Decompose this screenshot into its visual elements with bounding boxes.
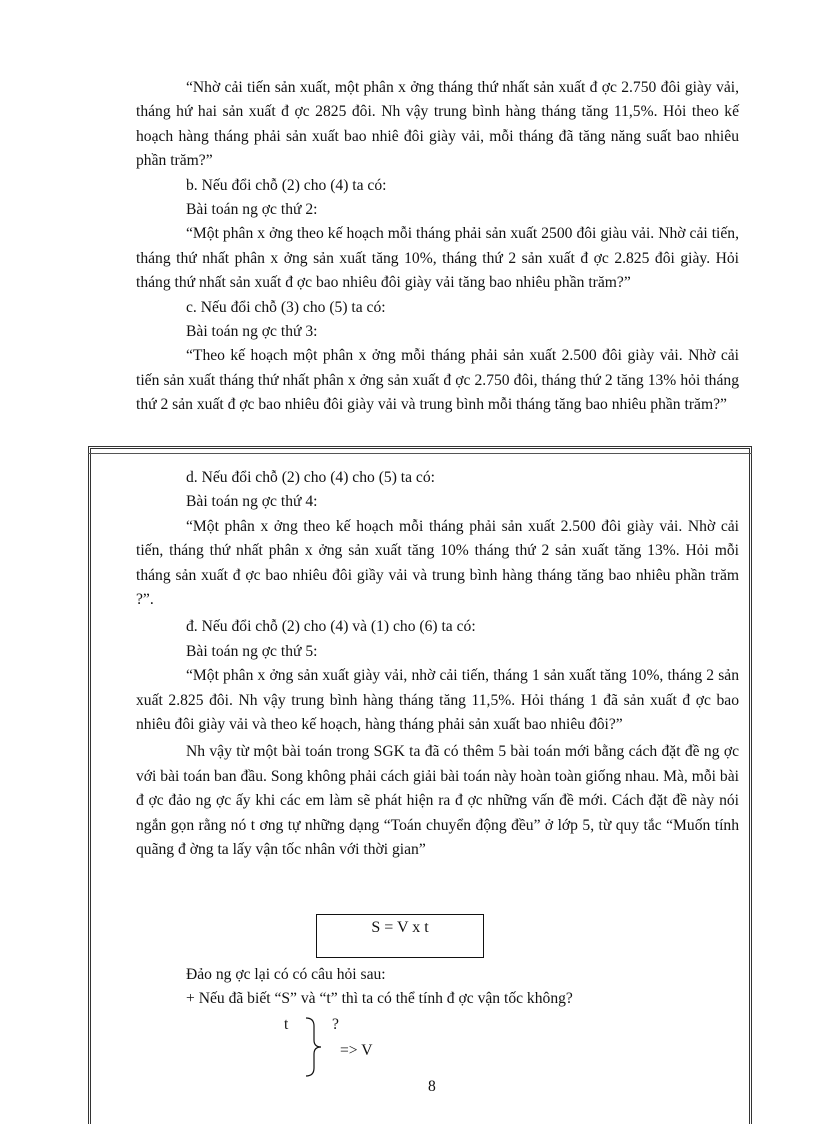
curly-brace-icon: [302, 1016, 324, 1078]
page-border-inner-line: [88, 453, 752, 454]
problem-4-text: “Một phân x ởng theo kế hoạch mỗi tháng phải sản xuất 2.500 đôi giày vải. Nhờ cải tiến, tháng thứ nhất phân x ởng sản xuất tăng 10% tháng thứ 2 sản xuất tăng 13%. Hỏi mỗi tháng sản xuất đ ợc bao nhiêu đôi giầy vải và trung bình hàng tháng tăng bao nhiêu phần trăm ?”.: [136, 517, 739, 609]
question-heading: Đảo ng ợc lại có có câu hỏi sau:: [186, 966, 386, 983]
section-b-heading: b. Nếu đổi chỗ (2) cho (4) ta có:: [186, 176, 387, 194]
brace-question-mark: ?: [332, 1016, 339, 1033]
problem-3-title: Bài toán ng ợc thứ 3:: [186, 323, 318, 341]
section-e-heading: đ. Nếu đổi chỗ (2) cho (4) và (1) cho (6) ta có:: [186, 618, 476, 636]
section-d-heading: d. Nếu đổi chỗ (2) cho (4) cho (5) ta có:: [186, 469, 435, 486]
problem-2-text: “Một phân x ởng theo kế hoạch mỗi tháng phải sản xuất 2500 đôi giàu vải. Nhờ cải tiến, tháng thứ nhất phân x ởng sản xuất tăng 10%, tháng thứ 2 sản xuất đ ợc 2.825 đôi giày. Hỏi tháng thứ nhất sản xuất đ ợc bao nhiêu đôi giày vải tăng bao nhiêu phần trăm?”: [136, 225, 739, 292]
framed-text-block: [136, 466, 739, 863]
formula-box: [316, 914, 484, 958]
page-number: 8: [428, 1078, 436, 1095]
brace-result: => V: [340, 1042, 373, 1059]
problem-2-title: Bài toán ng ợc thứ 2:: [186, 201, 318, 219]
question-line: + Nếu đã biết “S” và “t” thì ta có thể tính đ ợc vận tốc không?: [186, 990, 573, 1007]
problem-5-title: Bài toán ng ợc thứ 5:: [186, 642, 318, 660]
section-c-heading: c. Nếu đổi chỗ (3) cho (5) ta có:: [186, 298, 386, 316]
problem-3-text: “Theo kế hoạch một phân x ởng mỗi tháng phải sản xuất 2.500 đôi giày vải. Nhờ cải tiến sản xuất tháng thứ nhất phân x ởng sản xuất đ ợc 2.750 đôi, tháng thứ 2 tăng 13% hỏi tháng thứ 2 sản xuất đ ợc bao nhiêu đôi giày vải và trung bình mỗi tháng tăng bao nhiêu phần trăm?”: [136, 347, 739, 414]
problem-5-text: “Một phân x ởng sản xuất giày vải, nhờ cải tiến, tháng 1 sản xuất tăng 10%, tháng 2 sản xuất 2.825 đôi. Nh vậy trung bình hàng tháng tăng 11,5%. Hỏi tháng 1 đã sản xuất đ ợc bao nhiêu đôi giày vải và theo kế hoạch, hàng tháng phải sản xuất bao nhiêu đôi?”: [136, 667, 739, 734]
brace-left-label: t: [284, 1016, 289, 1033]
formula-text: S = V x t: [371, 919, 429, 936]
problem-1-text: “Nhờ cải tiến sản xuất, một phân x ởng tháng thứ nhất sản xuất đ ợc 2.750 đôi giày vải, tháng hứ hai sản xuất đ ợc 2825 đôi. Nh vậy trung bình hàng tháng tăng 11,5%. Hỏi theo kế hoạch hàng tháng phải sản xuất bao nhiê đôi giày vải, mỗi tháng đã tăng năng suất bao nhiêu phần trăm?”: [136, 79, 739, 170]
summary-paragraph: Nh vậy từ một bài toán trong SGK ta đã có thêm 5 bài toán mới bằng cách đặt đề ng ợc với bài toán ban đầu. Song không phải cách giải bài toán này hoàn toàn giống nhau. Mà, mỗi bài đ ợc đảo ng ợc ấy khi các em làm sẽ phát hiện ra đ ợc những vấn đề mới. Cách đặt đề này nói ngắn gọn rằng nó t ơng tự những dạng “Toán chuyển động đều” ở lớp 5, từ quy tắc “Muốn tính quãng đ ờng ta lấy vận tốc nhân với thời gian”: [136, 743, 739, 859]
top-text-block: [136, 76, 739, 418]
problem-4-title: Bài toán ng ợc thứ 4:: [186, 493, 318, 511]
